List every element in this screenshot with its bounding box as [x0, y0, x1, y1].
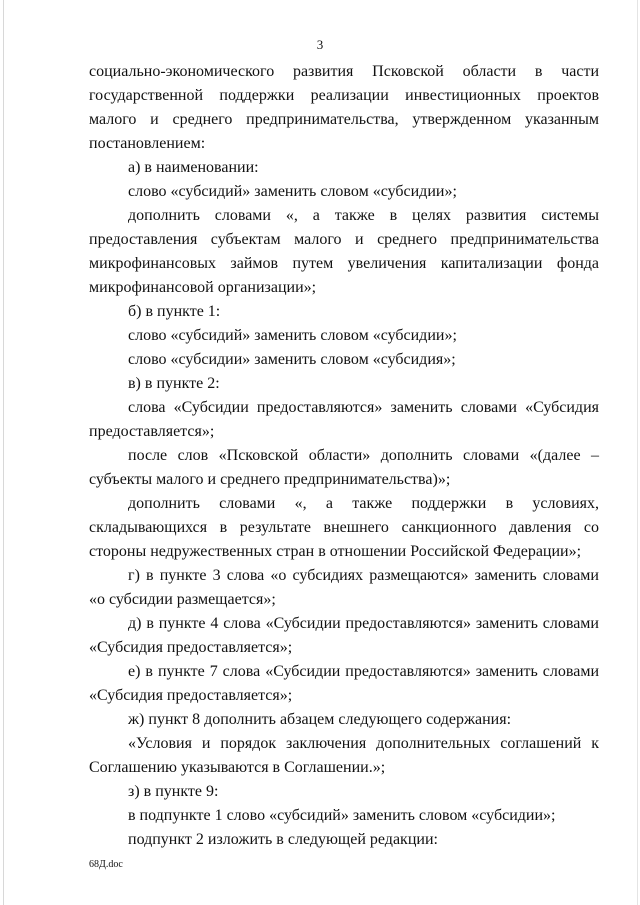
- paragraph: в подпункте 1 слово «субсидий» заменить словом «субсидии»;: [128, 807, 556, 824]
- page-number: 3: [316, 37, 324, 52]
- paragraph: а) в наименовании:: [128, 159, 259, 176]
- paragraph: в) в пункте 2:: [128, 375, 220, 392]
- paragraph: после слов «Псковской области» дополнить словами «(далее – субъекты малого и среднего предпринимательства)»;: [89, 447, 599, 488]
- paragraph: е) в пункте 7 слова «Субсидии предоставляются» заменить словами «Субсидия предоставляется»;: [89, 663, 599, 704]
- paragraph: слово «субсидий» заменить словом «субсидии»;: [128, 183, 457, 200]
- paragraph: подпункт 2 изложить в следующей редакции:: [128, 831, 438, 848]
- paragraph: д) в пункте 4 слова «Субсидии предоставляются» заменить словами «Субсидия предоставляется»;: [89, 615, 599, 656]
- paragraph: з) в пункте 9:: [128, 783, 219, 800]
- paragraph: слово «субсидии» заменить словом «субсидия»;: [128, 351, 456, 368]
- footer-filename: 68Д.doc: [89, 859, 123, 870]
- paragraph: ж) пункт 8 дополнить абзацем следующего содержания:: [128, 711, 512, 728]
- scan-edge-right: [637, 0, 638, 905]
- paragraph: г) в пункте 3 слова «о субсидиях размещаются» заменить словами «о субсидии размещается»;: [89, 567, 599, 608]
- document-body: [89, 60, 599, 852]
- scan-edge-left: [3, 0, 4, 905]
- paragraph: б) в пункте 1:: [128, 303, 221, 320]
- paragraph: «Условия и порядок заключения дополнительных соглашений к Соглашению указываются в Соглашении.»;: [89, 735, 599, 776]
- paragraph: дополнить словами «, а также поддержки в условиях, складывающихся в результате внешнего санкционного давления со стороны недружественных стран в отношении Российской Федерации»;: [89, 495, 599, 560]
- paragraph: слово «субсидий» заменить словом «субсидии»;: [128, 327, 457, 344]
- paragraph: социально-экономического развития Псковской области в части государственной поддержки реализации инвестиционных проектов малого и среднего предпринимательства, утвержденном указанным постановлением:: [89, 63, 599, 152]
- paragraph: слова «Субсидии предоставляются» заменить словами «Субсидия предоставляется»;: [89, 399, 599, 440]
- paragraph: дополнить словами «, а также в целях развития системы предоставления субъектам малого и среднего предпринимательства микрофинансовых займов путем увеличения капитализации фонда микрофинансовой организации»;: [89, 207, 599, 296]
